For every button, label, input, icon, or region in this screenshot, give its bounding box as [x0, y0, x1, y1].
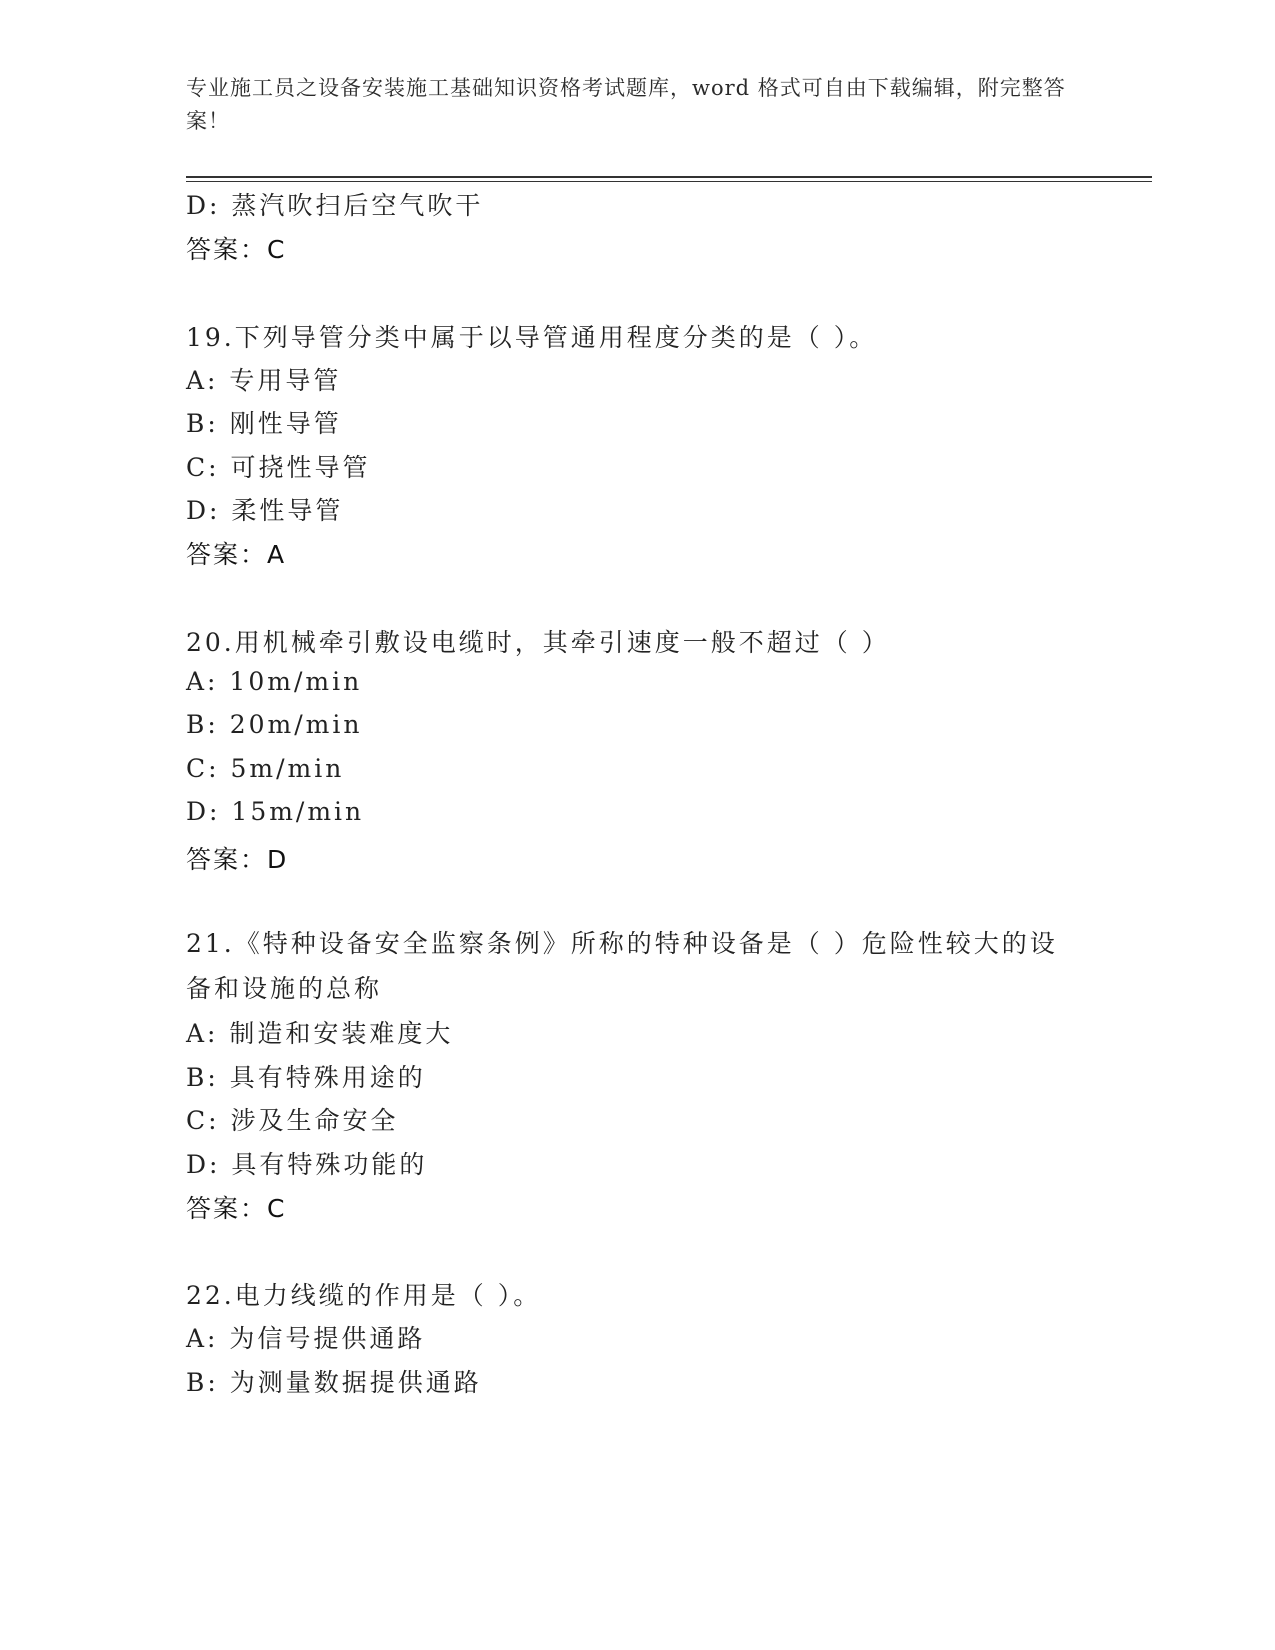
q20-question: 20.用机械牵引敷设电缆时，其牵引速度一般不超过（ ）	[186, 628, 890, 657]
q19-option-c: C: 可挠性导管	[186, 453, 371, 482]
q21-option-b: B: 具有特殊用途的	[186, 1063, 426, 1092]
q21-answer: 答案：C	[186, 1194, 287, 1223]
q22-option-a: A: 为信号提供通路	[186, 1324, 426, 1353]
q21-option-c: C: 涉及生命安全	[186, 1106, 399, 1135]
q22-option-b: B: 为测量数据提供通路	[186, 1368, 482, 1397]
document-header: 专业施工员之设备安装施工基础知识资格考试题库，word 格式可自由下载编辑，附完整答案！	[186, 76, 1066, 133]
q20-option-d: D: 15m/min	[186, 797, 365, 826]
q20-option-b: B: 20m/min	[186, 710, 363, 739]
q19-option-a: A: 专用导管	[186, 366, 342, 395]
q19-option-d: D: 柔性导管	[186, 496, 344, 525]
q20-option-a: A: 10m/min	[186, 667, 363, 696]
q21-option-a: A: 制造和安装难度大	[186, 1019, 454, 1048]
q19-answer: 答案：A	[186, 540, 287, 569]
q19-option-b: B: 刚性导管	[186, 409, 342, 438]
q21-question: 21.《特种设备安全监察条例》所称的特种设备是（ ）危险性较大的设备和设施的总称	[186, 929, 1058, 1003]
q19-question: 19.下列导管分类中属于以导管通用程度分类的是（ ）。	[186, 323, 878, 352]
q20-option-c: C: 5m/min	[186, 754, 345, 783]
q21-option-d: D: 具有特殊功能的	[186, 1150, 428, 1179]
q22-question: 22.电力线缆的作用是（ ）。	[186, 1281, 542, 1310]
q20-answer: 答案：D	[186, 845, 289, 874]
prev-answer: 答案：C	[186, 235, 287, 264]
header-divider	[186, 176, 1152, 178]
header-divider-thin	[186, 181, 1152, 182]
prev-option-d: D: 蒸汽吹扫后空气吹干	[186, 191, 484, 220]
